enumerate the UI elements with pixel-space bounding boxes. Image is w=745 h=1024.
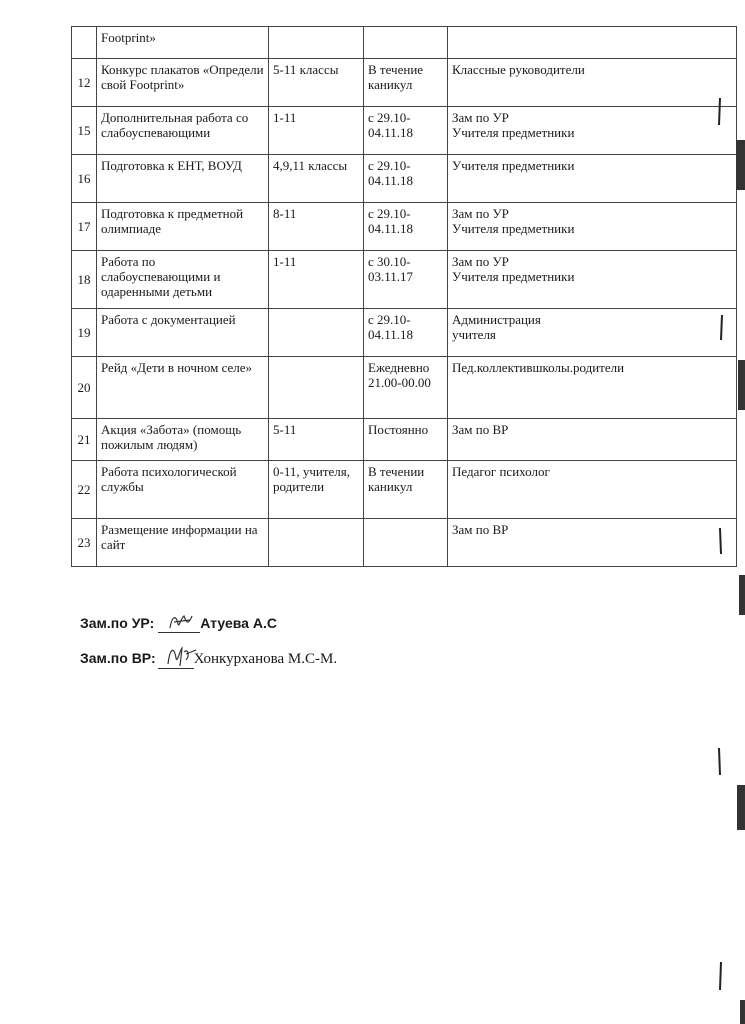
activity-cell: Конкурс плакатов «Определи свой Footprint» <box>97 59 269 107</box>
table-row <box>72 309 737 357</box>
participants-cell: 5-11 <box>269 419 364 461</box>
activity-cell: Дополнительная работа со слабоуспевающими <box>97 107 269 155</box>
date-cell: с 29.10-04.11.18 <box>364 155 448 203</box>
date-cell: В течении каникул <box>364 461 448 519</box>
row-number-cell: 20 <box>72 357 97 419</box>
signature-label: Зам.по УР: <box>80 615 155 631</box>
signature-line-vr <box>80 648 337 668</box>
handwritten-signature-icon <box>164 644 198 668</box>
row-number-cell: 12 <box>72 59 97 107</box>
signature-blank <box>158 612 200 633</box>
participants-cell <box>269 519 364 567</box>
responsible-cell: Пед.коллектившколы.родители <box>448 357 737 419</box>
activity-cell: Акция «Забота» (помощь пожилым людям) <box>97 419 269 461</box>
responsible-cell: Зам по УР Учителя предметники <box>448 251 737 309</box>
signature-blank <box>158 648 194 669</box>
participants-cell <box>269 27 364 59</box>
row-number-cell: 19 <box>72 309 97 357</box>
date-cell <box>364 519 448 567</box>
participants-cell: 5-11 классы <box>269 59 364 107</box>
row-number-cell: 23 <box>72 519 97 567</box>
date-cell: с 29.10-04.11.18 <box>364 107 448 155</box>
row-number-cell: 16 <box>72 155 97 203</box>
row-number-cell: 21 <box>72 419 97 461</box>
activity-cell: Подготовка к предметной олимпиаде <box>97 203 269 251</box>
activity-cell: Работа по слабоуспевающими и одаренными детьми <box>97 251 269 309</box>
responsible-cell: Администрация учителя <box>448 309 737 357</box>
date-cell: В течение каникул <box>364 59 448 107</box>
table-row <box>72 155 737 203</box>
participants-cell: 0-11, учителя, родители <box>269 461 364 519</box>
row-number-cell <box>72 27 97 59</box>
row-number-cell: 17 <box>72 203 97 251</box>
responsible-cell: Педагог психолог <box>448 461 737 519</box>
row-number-cell: 18 <box>72 251 97 309</box>
signature-line-ur <box>80 612 337 632</box>
activity-cell: Подготовка к ЕНТ, ВОУД <box>97 155 269 203</box>
responsible-cell: Зам по ВР <box>448 519 737 567</box>
date-cell <box>364 27 448 59</box>
table-row <box>72 419 737 461</box>
responsible-cell: Зам по ВР <box>448 419 737 461</box>
signatory-name: Атуева А.С <box>200 615 277 631</box>
participants-cell: 1-11 <box>269 107 364 155</box>
date-cell: с 29.10-04.11.18 <box>364 203 448 251</box>
activity-cell: Рейд «Дети в ночном селе» <box>97 357 269 419</box>
activity-cell: Footprint» <box>97 27 269 59</box>
table-row <box>72 27 737 59</box>
date-cell: Постоянно <box>364 419 448 461</box>
date-cell: с 29.10-04.11.18 <box>364 309 448 357</box>
participants-cell: 1-11 <box>269 251 364 309</box>
responsible-cell: Зам по УР Учителя предметники <box>448 203 737 251</box>
table-row <box>72 519 737 567</box>
table-row <box>72 357 737 419</box>
participants-cell <box>269 357 364 419</box>
responsible-cell <box>448 27 737 59</box>
date-cell: с 30.10-03.11.17 <box>364 251 448 309</box>
event-plan-table <box>71 26 737 567</box>
table-row <box>72 203 737 251</box>
signature-block <box>80 612 337 684</box>
table-row <box>72 461 737 519</box>
row-number-cell: 22 <box>72 461 97 519</box>
responsible-cell: Зам по УР Учителя предметники <box>448 107 737 155</box>
table-row <box>72 107 737 155</box>
responsible-cell: Классные руководители <box>448 59 737 107</box>
participants-cell: 8-11 <box>269 203 364 251</box>
row-number-cell: 15 <box>72 107 97 155</box>
participants-cell: 4,9,11 классы <box>269 155 364 203</box>
activity-cell: Размещение информации на сайт <box>97 519 269 567</box>
signatory-name: Хонкурханова М.С-М. <box>193 651 338 667</box>
responsible-cell: Учителя предметники <box>448 155 737 203</box>
handwritten-signature-icon <box>164 610 200 632</box>
date-cell: Ежедневно 21.00-00.00 <box>364 357 448 419</box>
activity-cell: Работа психологической службы <box>97 461 269 519</box>
participants-cell <box>269 309 364 357</box>
signature-label: Зам.по ВР: <box>80 650 156 666</box>
table-row <box>72 251 737 309</box>
table-row <box>72 59 737 107</box>
activity-cell: Работа с документацией <box>97 309 269 357</box>
scan-edge-marks <box>700 0 745 1024</box>
table-body <box>72 27 737 567</box>
